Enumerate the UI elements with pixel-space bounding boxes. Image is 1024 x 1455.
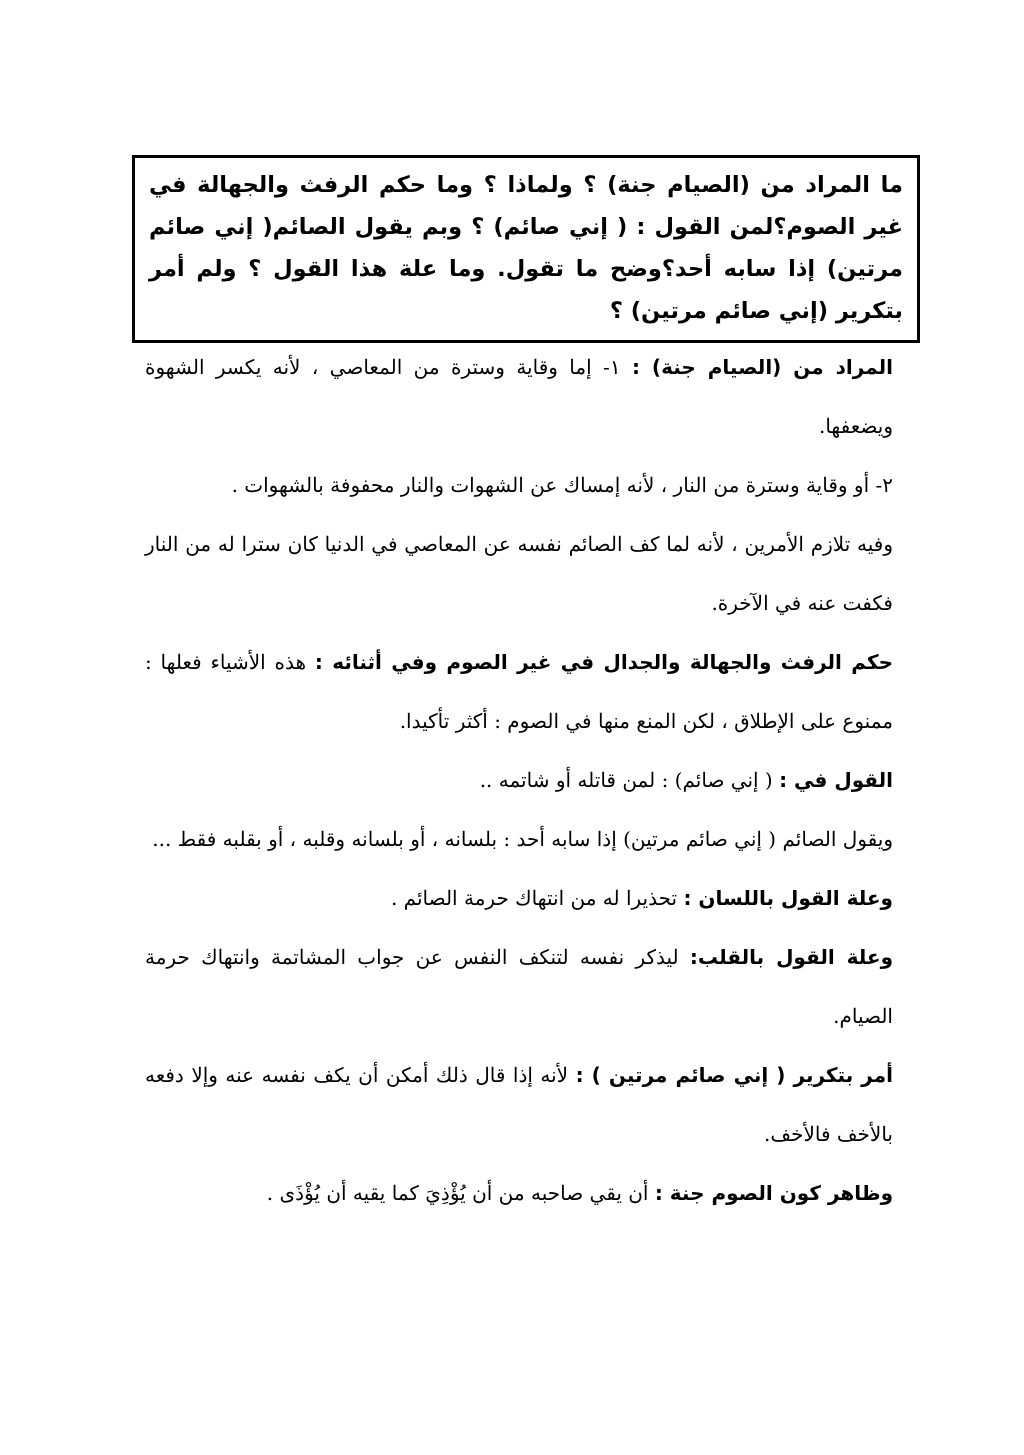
paragraph-text: هذه الأشياء فعلها : ممنوع على الإطلاق ، لكن المنع منها في الصوم : أكثر تأكيدا.: [145, 650, 893, 733]
paragraph-2: [145, 456, 893, 515]
paragraph-text: ( إني صائم) : لمن قاتله أو شاتمه ..: [479, 768, 780, 792]
paragraph-text: وفيه تلازم الأمرين ، لأنه لما كف الصائم نفسه عن المعاصي في الدنيا كان سترا له من النار فكفت عنه في الآخرة.: [145, 532, 893, 615]
paragraph-label: حكم الرفث والجهالة والجدال في غير الصوم وفي أثنائه :: [314, 650, 893, 674]
paragraph-label: وظاهر كون الصوم جنة :: [654, 1181, 893, 1205]
paragraph-text: ليذكر نفسه لتنكف النفس عن جواب المشاتمة وانتهاك حرمة الصيام.: [145, 945, 893, 1028]
paragraph-9: [145, 1046, 893, 1164]
paragraph-8: [145, 928, 893, 1046]
paragraph-7: [145, 869, 893, 928]
paragraph-text: أن يقي صاحبه من أن يُؤْذِيَ كما يقيه أن يُؤْذَى .: [266, 1181, 655, 1205]
paragraph-5: [145, 751, 893, 810]
paragraph-text: تحذيرا له من انتهاك حرمة الصائم .: [390, 886, 684, 910]
paragraph-text: ويقول الصائم ( إني صائم مرتين) إذا سابه أحد : بلسانه ، أو بلسانه وقلبه ، أو بقلبه فقط ...: [152, 827, 893, 851]
paragraph-text: لأنه إذا قال ذلك أمكن أن يكف نفسه عنه وإلا دفعه بالأخف فالأخف.: [145, 1063, 893, 1146]
question-box: [132, 155, 920, 343]
paragraph-label: القول في :: [779, 768, 893, 792]
paragraph-label: وعلة القول باللسان :: [683, 886, 893, 910]
paragraph-4: [145, 633, 893, 751]
answer-content: [145, 338, 893, 1223]
paragraph-label: المراد من (الصيام جنة) :: [631, 355, 893, 379]
paragraph-text: ٢- أو وقاية وسترة من النار ، لأنه إمساك عن الشهوات والنار محفوفة بالشهوات .: [231, 473, 893, 497]
paragraph-text: ١- إما وقاية وسترة من المعاصي ، لأنه يكسر الشهوة ويضعفها.: [145, 355, 893, 438]
paragraph-6: [145, 810, 893, 869]
paragraph-3: [145, 515, 893, 633]
paragraph-10: [145, 1164, 893, 1223]
paragraph-label: وعلة القول بالقلب:: [689, 945, 894, 969]
paragraph-label: أمر بتكرير ( إني صائم مرتين ) :: [575, 1063, 893, 1087]
question-text: ما المراد من (الصيام جنة) ؟ ولماذا ؟ وما حكم الرفث والجهالة في غير الصوم؟لمن القول : ( إني صائم) ؟ وبم يقول الصائم( إني صائم مرتين) إذا سابه أحد؟وضح ما تقول. وما علة هذا القول ؟ ولم أمر بتكرير (إني صائم مرتين) ؟: [149, 172, 903, 324]
paragraph-1: [145, 338, 893, 456]
